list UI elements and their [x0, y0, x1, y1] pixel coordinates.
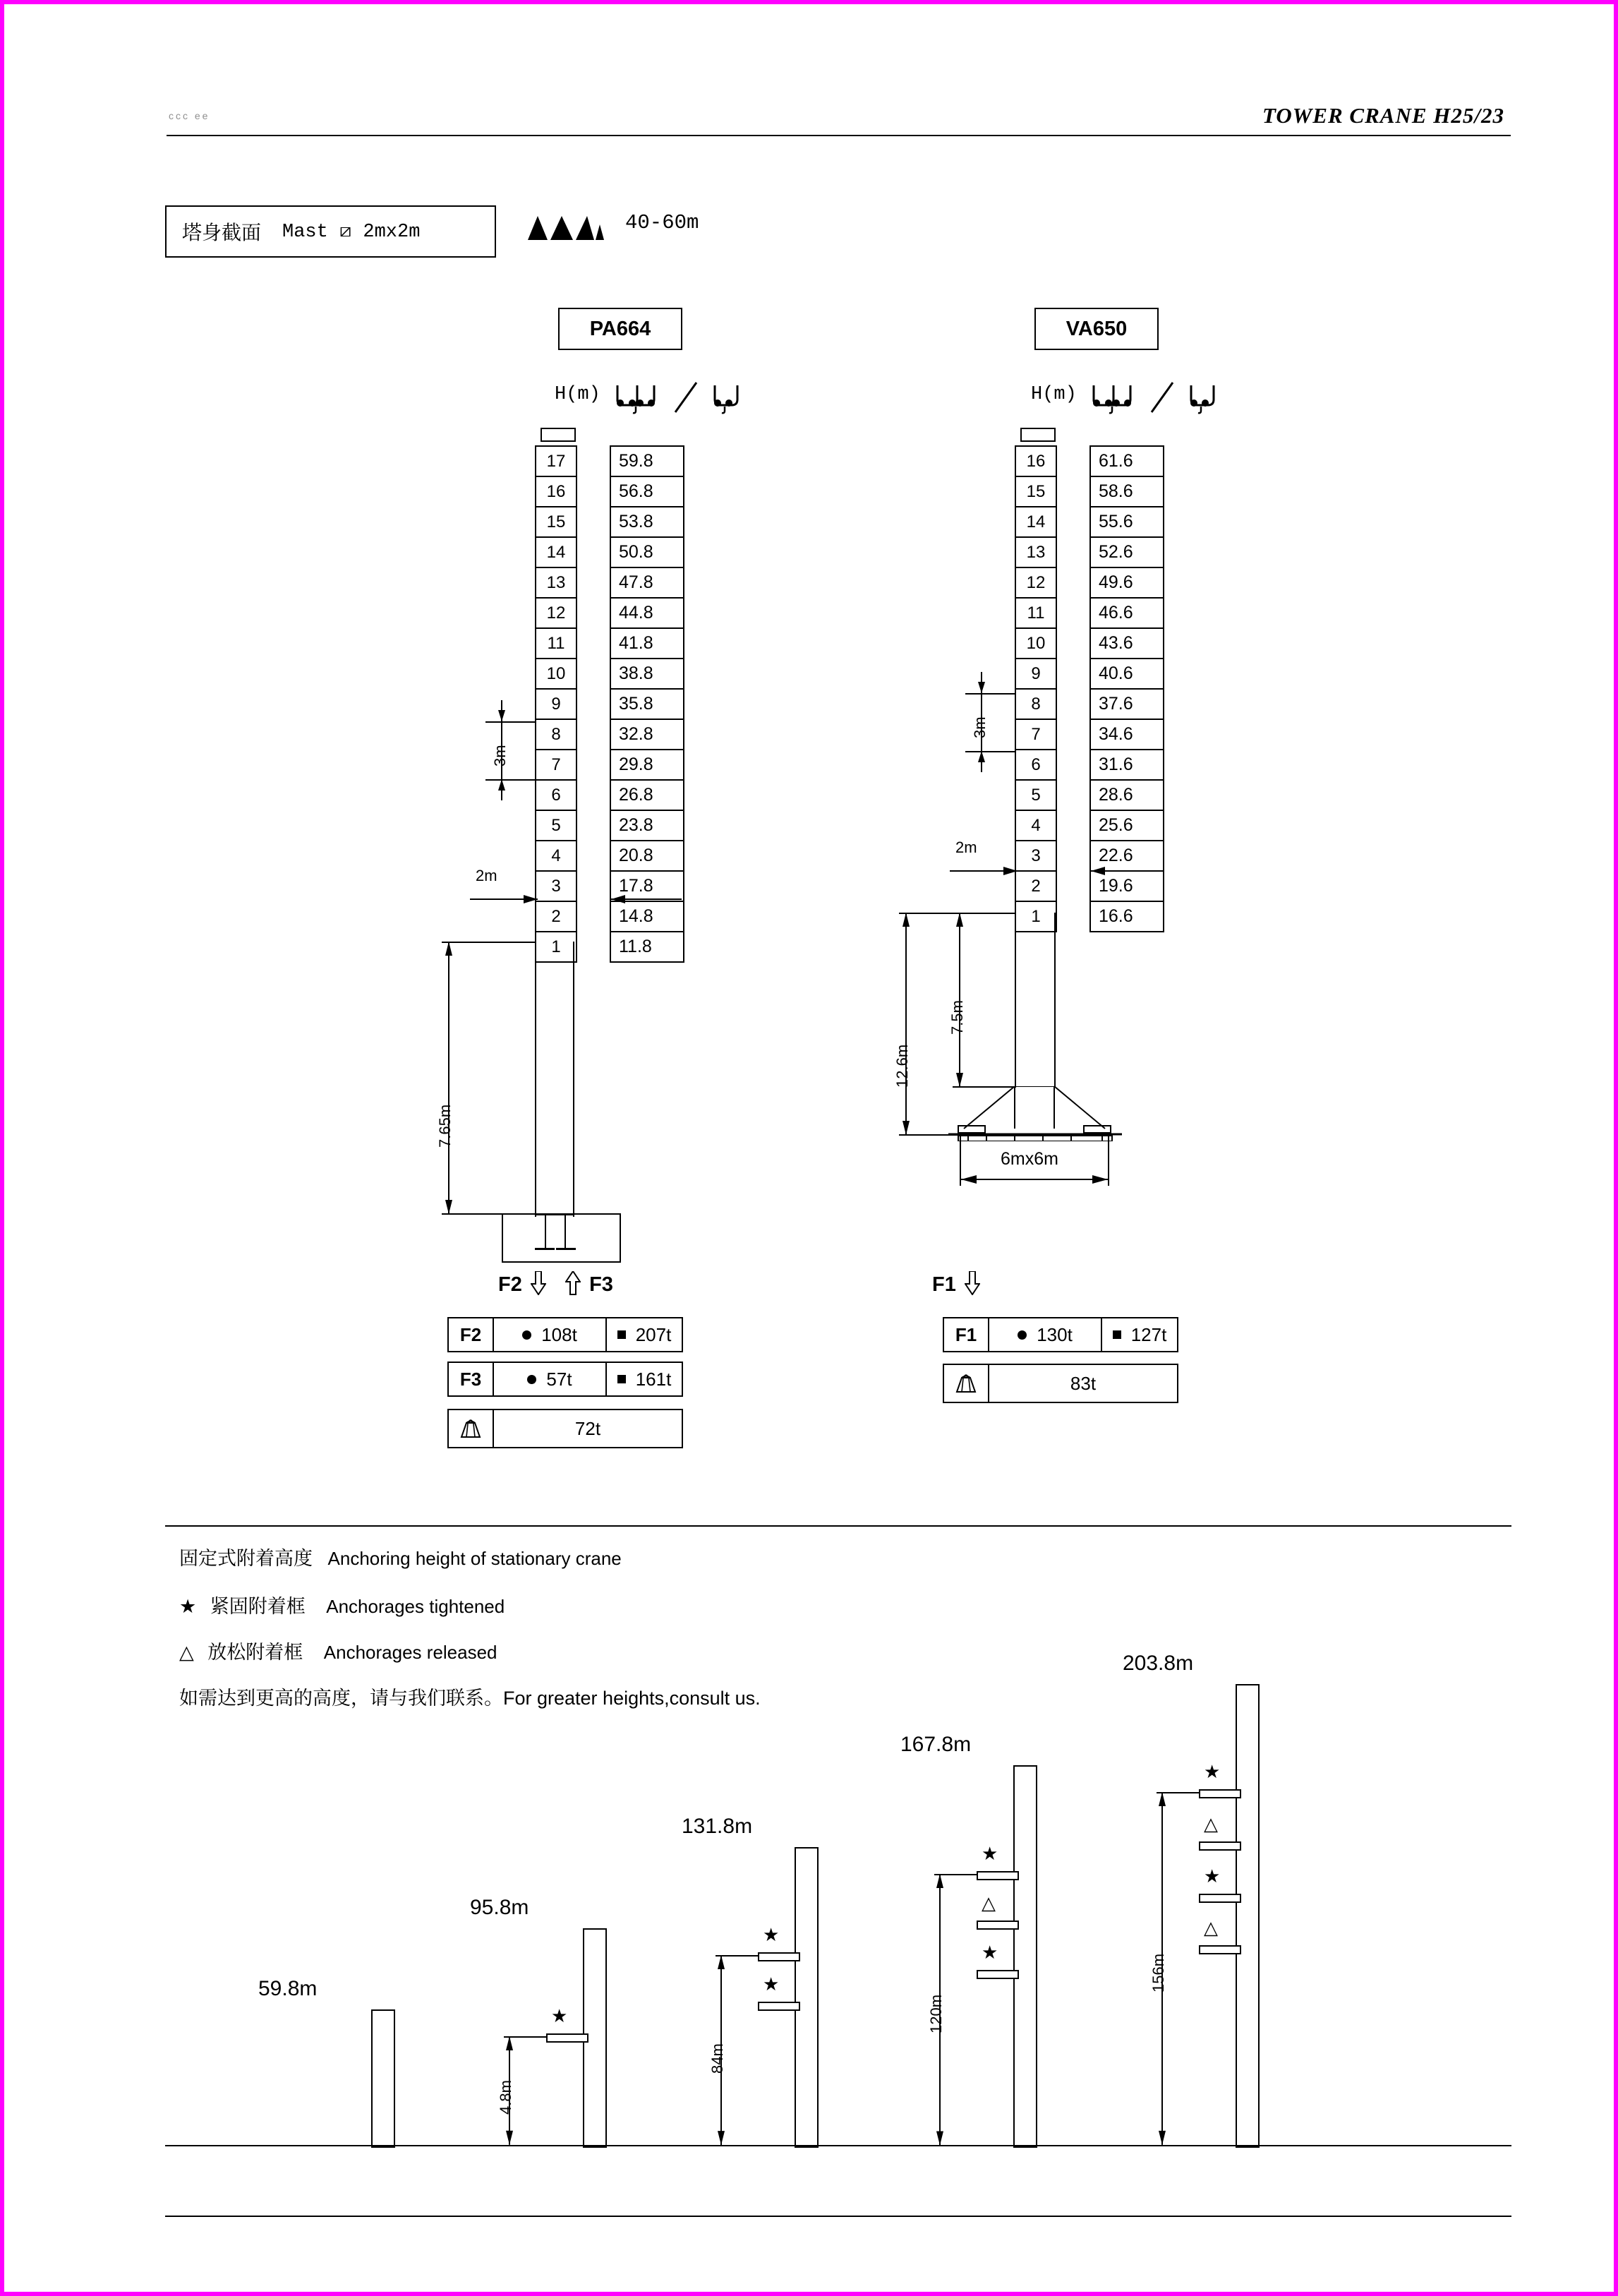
pa664-3m-label: 3m — [491, 745, 509, 767]
va650-75-label: 7.5m — [948, 1000, 966, 1035]
dim-label: 156m — [1149, 1954, 1167, 1993]
section-index-cell: 15 — [1016, 477, 1056, 507]
section-height-cell: 23.8 — [611, 811, 683, 841]
va650-f1-marker — [932, 1271, 980, 1297]
star-icon: ★ — [982, 1942, 998, 1964]
va650-3m-top-ext — [965, 693, 1015, 695]
pa664-765-arrow — [443, 942, 454, 1218]
va650-section-column — [1015, 445, 1057, 932]
section-height-cell: 19.6 — [1091, 872, 1163, 902]
va650-ballast-value: 83t — [1070, 1372, 1097, 1394]
pa664-f2-marker — [498, 1271, 546, 1297]
pa664-anchor-bolt-left — [545, 1213, 546, 1249]
section-index-cell: 7 — [1016, 720, 1056, 750]
f3-row-label: F3 — [449, 1363, 494, 1395]
va650-load-table-f1 — [943, 1317, 1178, 1352]
va650-mast-right-edge — [1054, 913, 1056, 1088]
section-height-cell: 34.6 — [1091, 720, 1163, 750]
round-dot-icon — [1018, 1330, 1027, 1340]
tower-height-label: 59.8m — [258, 1977, 318, 2001]
section-index-cell: 1 — [536, 932, 576, 963]
anchorage-bracket — [977, 1921, 1019, 1930]
section-height-cell: 20.8 — [611, 841, 683, 872]
star-icon: ★ — [763, 1923, 780, 1945]
pa664-section-column — [535, 445, 577, 963]
star-icon: ★ — [1204, 1761, 1221, 1783]
header-faint-mark: ccc ee — [169, 110, 210, 121]
va650-base-dim — [960, 1172, 1109, 1190]
section-index-cell: 13 — [1016, 538, 1056, 568]
section-index-cell: 8 — [536, 720, 576, 750]
va650-3m-bot-ext — [965, 751, 1015, 752]
section-height-cell: 52.6 — [1091, 538, 1163, 568]
section-height-cell: 46.6 — [1091, 599, 1163, 629]
section-height-cell: 41.8 — [611, 629, 683, 659]
section-index-cell: 4 — [536, 841, 576, 872]
anchorage-bracket — [1199, 1894, 1241, 1903]
section-index-cell: 10 — [1016, 629, 1056, 659]
va650-ballast-table — [943, 1364, 1178, 1403]
section-index-cell: 9 — [1016, 659, 1056, 690]
va650-2m-label: 2m — [955, 839, 977, 856]
section-index-cell: 3 — [536, 872, 576, 902]
tower-height-label: 167.8m — [900, 1733, 972, 1757]
legend-released-cn: 放松附着框 — [207, 1642, 303, 1663]
section-index-cell: 14 — [536, 538, 576, 568]
section-height-cell: 59.8 — [611, 447, 683, 477]
section-index-cell: 13 — [536, 568, 576, 599]
section-index-cell: 9 — [536, 690, 576, 720]
ballast-icon-cell — [944, 1365, 989, 1402]
square-dot-icon — [1113, 1330, 1121, 1339]
pa664-f2-label: F2 — [498, 1273, 522, 1296]
section-index-cell: 14 — [1016, 507, 1056, 538]
pa664-f3-label: F3 — [589, 1273, 613, 1296]
va650-mast-left-edge — [1015, 913, 1016, 1088]
triangle-icon: △ — [1204, 1813, 1218, 1834]
section-height-cell: 40.6 — [1091, 659, 1163, 690]
round-dot-icon — [522, 1330, 531, 1340]
section-height-cell: 37.6 — [1091, 690, 1163, 720]
legend-row-tightened — [179, 1591, 505, 1618]
section-height-cell: 44.8 — [611, 599, 683, 629]
section-height-cell: 28.6 — [1091, 781, 1163, 811]
legend-row-released — [179, 1637, 497, 1664]
anchorage-bracket — [546, 2033, 588, 2043]
tower-height-label: 95.8m — [470, 1896, 529, 1920]
anchorage-bracket — [1199, 1789, 1241, 1798]
section-index-cell: 3 — [1016, 841, 1056, 872]
section-height-cell: 56.8 — [611, 477, 683, 507]
pa664-ballast-value: 72t — [574, 1417, 601, 1439]
f1-square-cell — [1102, 1318, 1177, 1351]
pa664-f3-marker — [565, 1271, 613, 1297]
round-dot-icon — [527, 1375, 536, 1384]
legend-note: 如需达到更高的高度，请与我们联系。For greater heights,consult us. — [179, 1688, 761, 1709]
tower-height-label: 203.8m — [1123, 1652, 1194, 1675]
dim-label: 120m — [927, 1994, 945, 2033]
section-height-cell: 50.8 — [611, 538, 683, 568]
section-index-cell: 5 — [536, 811, 576, 841]
footer-rule — [165, 2216, 1511, 2217]
section-height-cell: 53.8 — [611, 507, 683, 538]
va650-cap-mark — [1020, 428, 1056, 442]
va650-126-arrow — [900, 913, 912, 1138]
pa664-h-label: H(m) — [555, 384, 600, 405]
section-index-cell: 11 — [1016, 599, 1056, 629]
triangle-icon: △ — [179, 1642, 194, 1663]
section-index-cell: 11 — [536, 629, 576, 659]
legend-title-en: Anchoring height of stationary crane — [327, 1548, 622, 1569]
pa664-foundation — [502, 1213, 621, 1263]
pa664-3m-bot-ext — [485, 779, 536, 781]
section-height-cell: 26.8 — [611, 781, 683, 811]
f3-round-value: 57t — [546, 1368, 572, 1390]
va650-126-label: 12.6m — [893, 1044, 911, 1088]
triangle-icon: △ — [1204, 1917, 1218, 1939]
section-height-cell: 16.6 — [1091, 902, 1163, 932]
f2-square-cell — [607, 1318, 682, 1351]
pa664-765-top-ext — [442, 942, 536, 943]
tower-mast — [1013, 1765, 1037, 2148]
va650-h-header — [1031, 384, 1077, 405]
section-index-cell: 16 — [536, 477, 576, 507]
f2-round-value: 108t — [541, 1323, 577, 1345]
va650-f1-label: F1 — [932, 1273, 956, 1296]
tower-mast — [371, 2009, 395, 2148]
section-height-cell: 58.6 — [1091, 477, 1163, 507]
square-dot-icon — [617, 1330, 626, 1339]
pa664-3m-top-ext — [485, 721, 536, 723]
pa664-2m-dim — [470, 889, 682, 910]
va650-base-size-label: 6mx6m — [1001, 1149, 1058, 1169]
star-icon: ★ — [763, 1973, 780, 1995]
section-index-cell: 2 — [536, 902, 576, 932]
pa664-ballast-table — [447, 1409, 683, 1448]
f1-square-value: 127t — [1130, 1323, 1167, 1345]
pa664-mast-left-edge — [535, 942, 536, 1217]
f2-row-label: F2 — [449, 1318, 494, 1351]
f3-square-cell — [607, 1363, 682, 1395]
section-index-cell: 2 — [1016, 872, 1056, 902]
tower-height-label: 131.8m — [682, 1814, 753, 1838]
section-index-cell: 10 — [536, 659, 576, 690]
section-index-cell: 8 — [1016, 690, 1056, 720]
section-index-cell: 1 — [1016, 902, 1056, 932]
mast-section-box — [165, 205, 496, 258]
model-title-va650: VA650 — [1034, 308, 1159, 350]
pa664-h-header — [555, 384, 600, 405]
section-height-cell: 29.8 — [611, 750, 683, 781]
star-icon: ★ — [982, 1842, 998, 1864]
dim-label: 4.8m — [497, 2080, 514, 2115]
mast-section-label-cn: 塔身截面 — [182, 222, 262, 244]
star-icon: ★ — [1204, 1865, 1221, 1887]
va650-height-column — [1089, 445, 1164, 932]
anchorage-bracket — [1199, 1841, 1241, 1851]
section-index-cell: 16 — [1016, 447, 1056, 477]
f2-round-cell — [494, 1318, 607, 1351]
dim-label: 84m — [708, 2043, 726, 2074]
square-dot-icon — [617, 1375, 626, 1383]
mast-range-label: 40-60m — [625, 211, 699, 234]
zigzag-icon — [526, 213, 605, 245]
section-index-cell: 12 — [1016, 568, 1056, 599]
section-index-cell: 15 — [536, 507, 576, 538]
f1-round-cell — [989, 1318, 1102, 1351]
section-height-cell: 32.8 — [611, 720, 683, 750]
f3-square-value: 161t — [635, 1368, 672, 1390]
legend-released-en: Anchorages released — [323, 1642, 497, 1663]
pa664-2m-label: 2m — [476, 867, 497, 884]
section-height-cell: 47.8 — [611, 568, 683, 599]
pa664-load-table-f3 — [447, 1362, 683, 1397]
section-height-cell: 31.6 — [1091, 750, 1163, 781]
legend-rule — [165, 1525, 1511, 1527]
page-title: TOWER CRANE H25/23 — [1262, 103, 1504, 128]
pa664-cap-mark — [541, 428, 576, 442]
section-height-cell: 35.8 — [611, 690, 683, 720]
pa664-765-label: 7.65m — [436, 1104, 454, 1148]
section-height-cell: 22.6 — [1091, 841, 1163, 872]
anchorage-bracket — [977, 1970, 1019, 1979]
section-index-cell: 17 — [536, 447, 576, 477]
f3-round-cell — [494, 1363, 607, 1395]
ballast-block-icon — [459, 1417, 483, 1440]
section-height-cell: 14.8 — [611, 902, 683, 932]
section-height-cell: 61.6 — [1091, 447, 1163, 477]
ground-line — [165, 2145, 1511, 2146]
ballast-icon-cell — [449, 1410, 494, 1447]
pa664-load-table-f2 — [447, 1317, 683, 1352]
legend-tightened-cn: 紧固附着框 — [210, 1596, 306, 1617]
section-height-cell: 43.6 — [1091, 629, 1163, 659]
f1-round-value: 130t — [1037, 1323, 1073, 1345]
section-height-cell: 49.6 — [1091, 568, 1163, 599]
section-height-cell: 11.8 — [611, 932, 683, 963]
section-index-cell: 6 — [1016, 750, 1056, 781]
section-index-cell: 6 — [536, 781, 576, 811]
section-index-cell: 4 — [1016, 811, 1056, 841]
model-title-pa664: PA664 — [558, 308, 682, 350]
anchorage-bracket — [977, 1871, 1019, 1880]
tower-mast — [1236, 1684, 1260, 2148]
ballast-block-icon — [954, 1372, 978, 1395]
va650-2m-dim — [950, 861, 1161, 882]
va650-base-frame — [943, 1086, 1128, 1145]
star-icon: ★ — [551, 2005, 568, 2027]
pa664-height-column — [610, 445, 684, 963]
va650-h-label: H(m) — [1031, 384, 1077, 405]
section-height-cell: 17.8 — [611, 872, 683, 902]
pa664-anchor-bolt-right — [565, 1213, 566, 1249]
section-height-cell: 55.6 — [1091, 507, 1163, 538]
legend-title-cn: 固定式附着高度 — [179, 1548, 313, 1569]
header-rule — [167, 135, 1511, 136]
section-height-cell: 38.8 — [611, 659, 683, 690]
pa664-anchor-foot-left — [535, 1248, 555, 1250]
anchorage-bracket — [758, 2002, 800, 2011]
anchorage-bracket — [758, 1952, 800, 1961]
va650-3m-label: 3m — [971, 716, 989, 738]
section-height-cell: 25.6 — [1091, 811, 1163, 841]
legend-tightened-en: Anchorages tightened — [326, 1596, 505, 1617]
section-index-cell: 5 — [1016, 781, 1056, 811]
mast-section-label-en: Mast ⧄ 2mx2m — [282, 221, 421, 243]
section-index-cell: 12 — [536, 599, 576, 629]
anchorage-bracket — [1199, 1945, 1241, 1954]
pa664-mast-right-edge — [573, 942, 574, 1217]
star-icon: ★ — [179, 1596, 197, 1617]
f1-row-label: F1 — [944, 1318, 989, 1351]
f2-square-value: 207t — [635, 1323, 672, 1345]
legend-title — [179, 1543, 622, 1570]
section-index-cell: 7 — [536, 750, 576, 781]
triangle-icon: △ — [982, 1892, 996, 1913]
tower-mast — [795, 1847, 819, 2148]
pa664-anchor-foot-right — [556, 1248, 576, 1250]
